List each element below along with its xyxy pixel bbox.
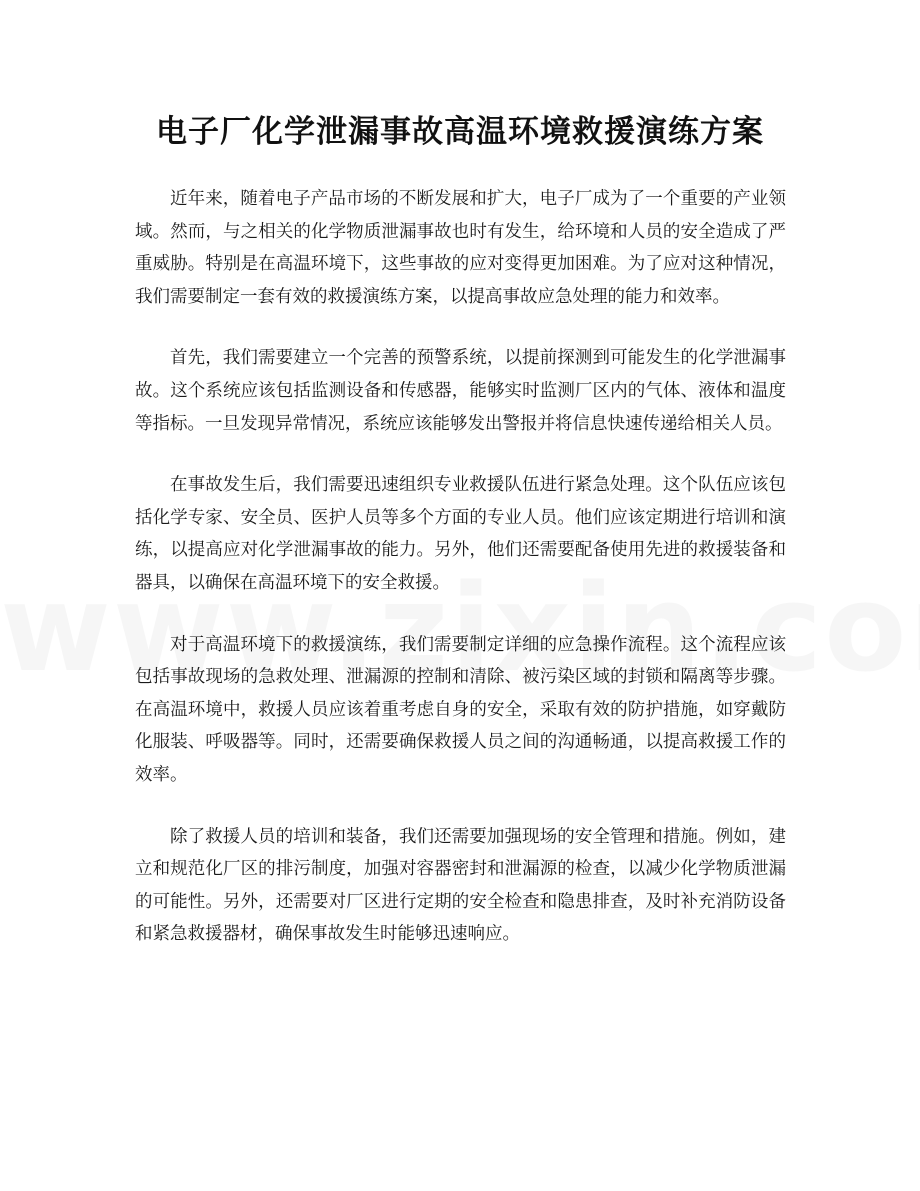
paragraph-3: 在事故发生后，我们需要迅速组织专业救援队伍进行紧急处理。这个队伍应该包括化学专家、安全员、医护人员等多个方面的专业人员。他们应该定期进行培训和演练，以提高应对化学泄漏事故的能力。另外，他们还需要配备使用先进的救援装备和器具，以确保在高温环境下的安全救援。 [135,475,786,593]
document-body [135,183,786,980]
document-title: 电子厂化学泄漏事故高温环境救援演练方案 [156,114,764,150]
paragraph-4: 对于高温环境下的救援演练，我们需要制定详细的应急操作流程。这个流程应该包括事故现场的急救处理、泄漏源的控制和清除、被污染区域的封锁和隔离等步骤。在高温环境中，救援人员应该着重考虑自身的安全，采取有效的防护措施，如穿戴防化服装、呼吸器等。同时，还需要确保救援人员之间的沟通畅通，以提高救援工作的效率。 [135,634,786,785]
paragraph-1: 近年来，随着电子产品市场的不断发展和扩大，电子厂成为了一个重要的产业领域。然而，与之相关的化学物质泄漏事故也时有发生，给环境和人员的安全造成了严重威胁。特别是在高温环境下，这些事故的应对变得更加困难。为了应对这种情况，我们需要制定一套有效的救援演练方案，以提高事故应急处理的能力和效率。 [135,189,786,307]
paragraph-2: 首先，我们需要建立一个完善的预警系统，以提前探测到可能发生的化学泄漏事故。这个系统应该包括监测设备和传感器，能够实时监测厂区内的气体、液体和温度等指标。一旦发现异常情况，系统应该能够发出警报并将信息快速传递给相关人员。 [135,348,786,434]
paragraph-5: 除了救援人员的培训和装备，我们还需要加强现场的安全管理和措施。例如，建立和规范化厂区的排污制度，加强对容器密封和泄漏源的检查，以减少化学物质泄漏的可能性。另外，还需要对厂区进行定期的安全检查和隐患排查，及时补充消防设备和紧急救援器材，确保事故发生时能够迅速响应。 [135,826,786,945]
